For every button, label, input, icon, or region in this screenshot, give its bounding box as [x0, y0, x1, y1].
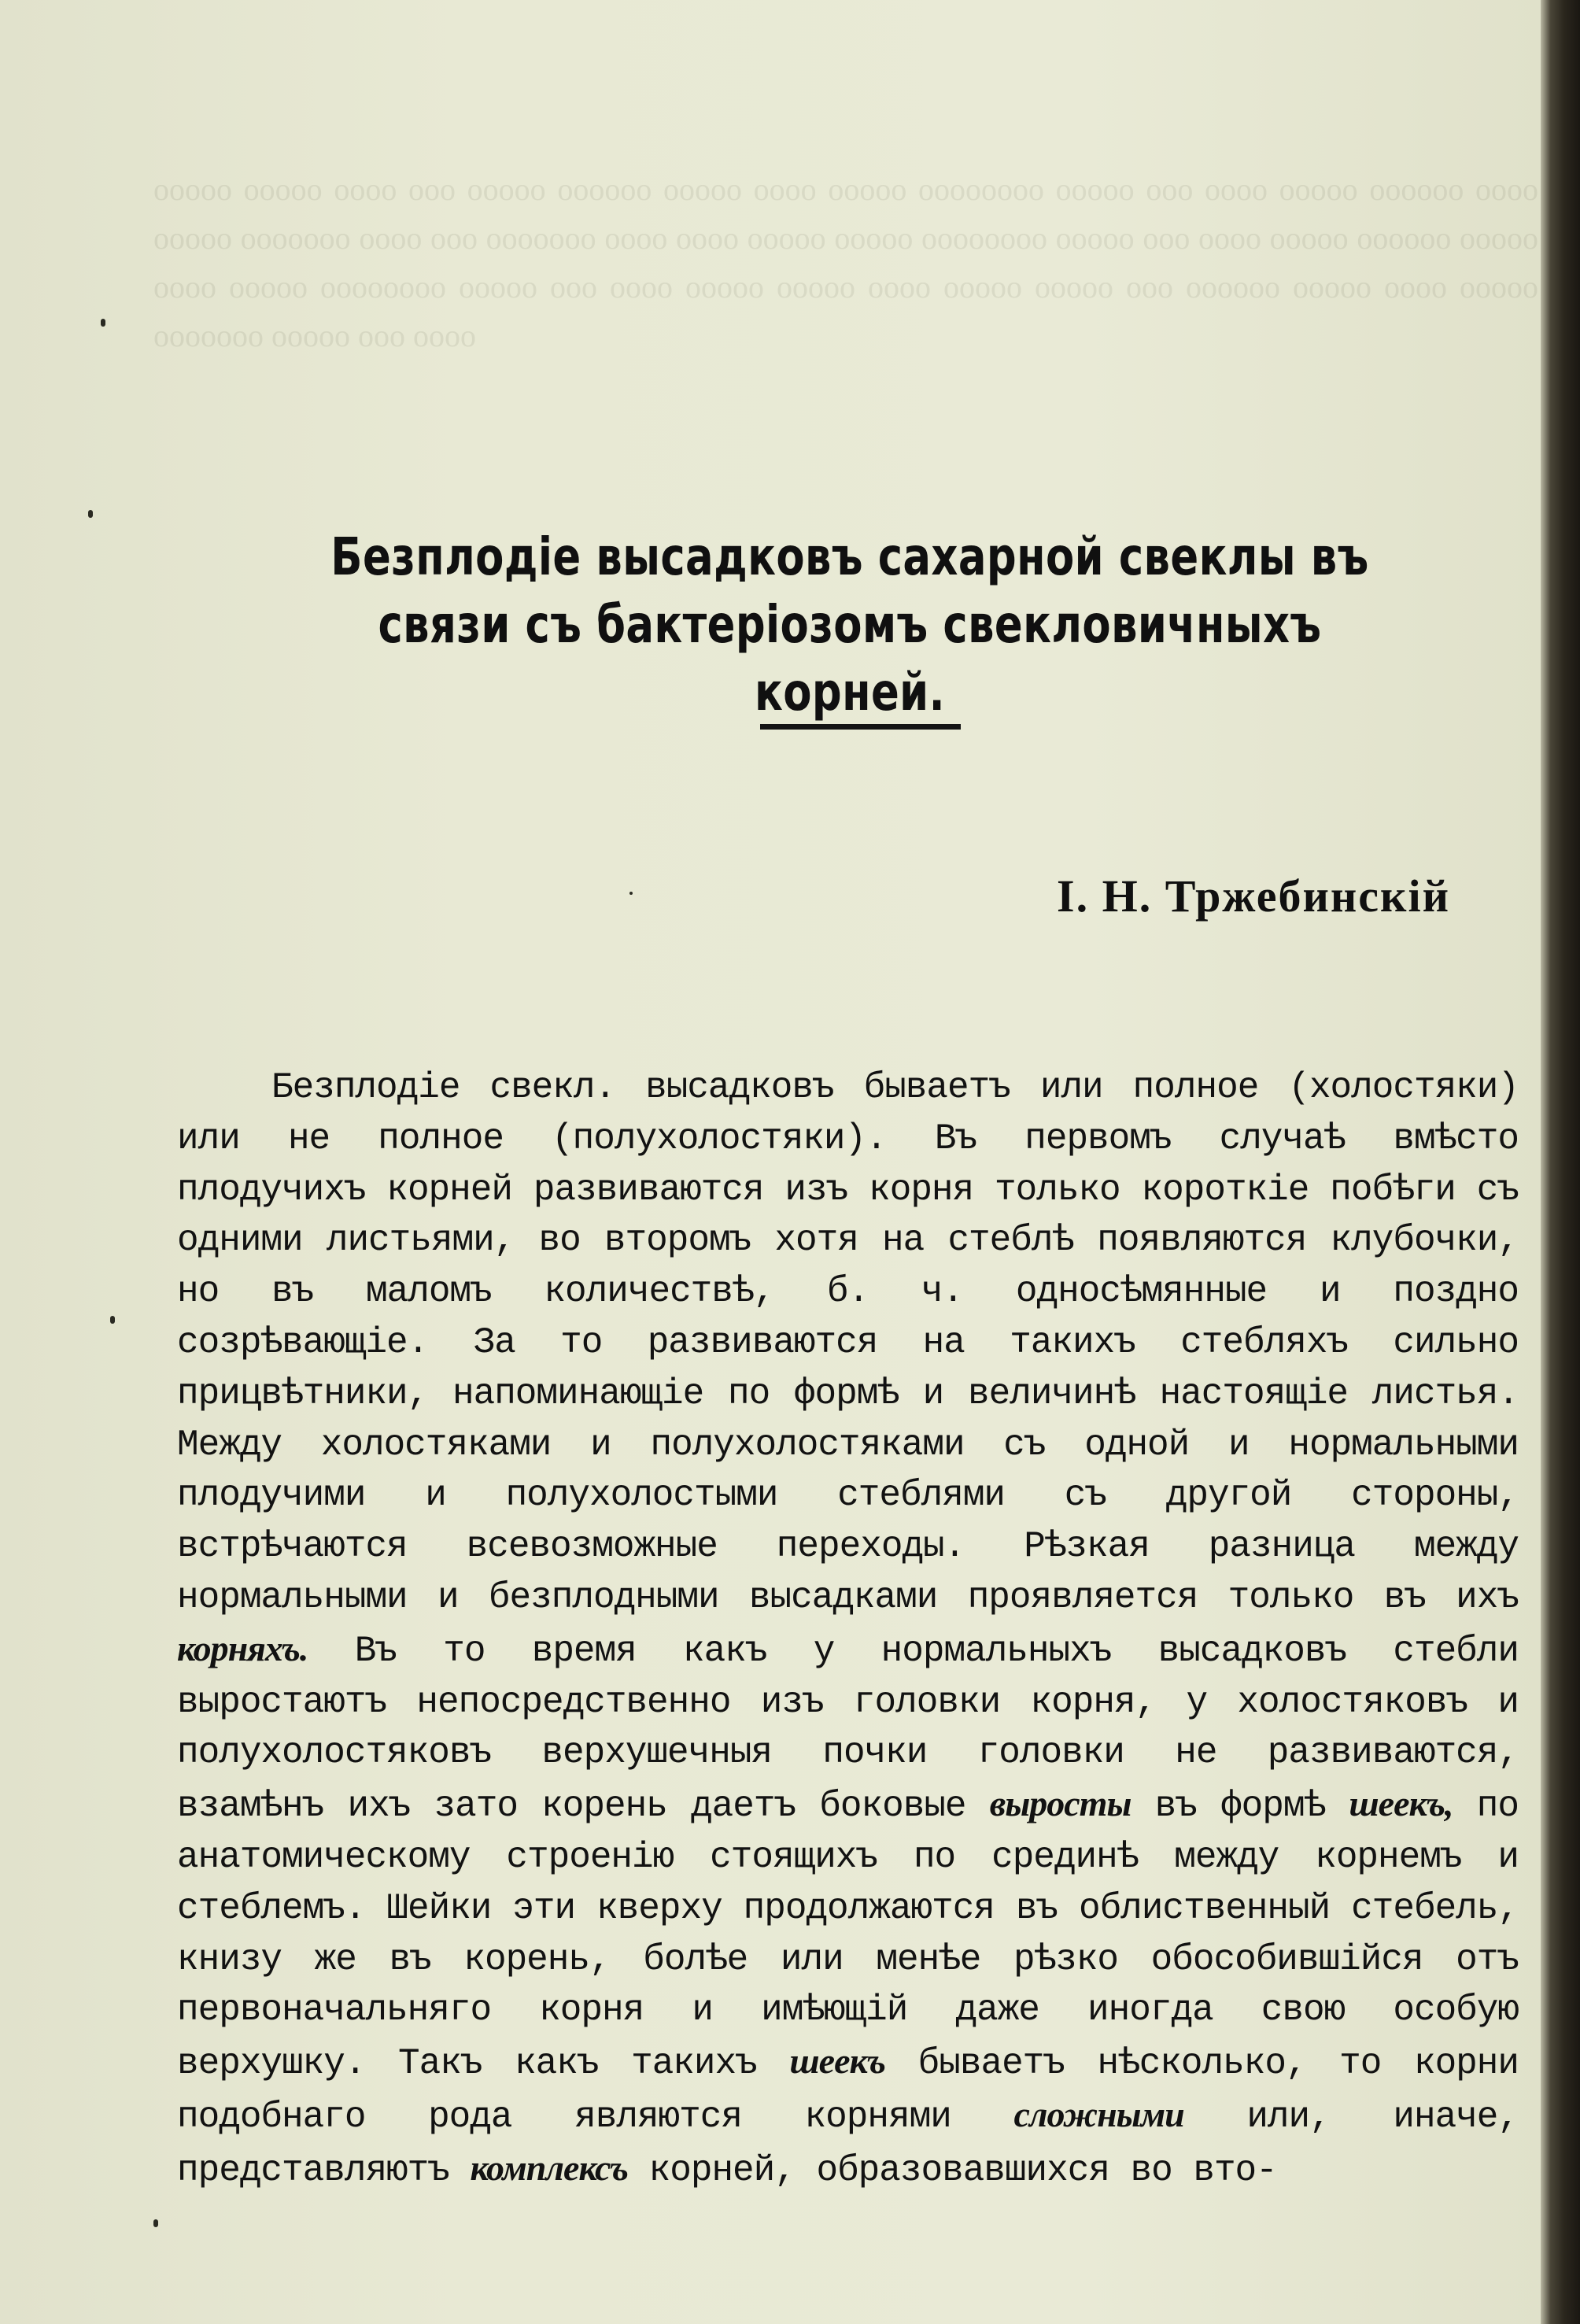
italic-term-sheek-2: шеекъ [789, 2041, 886, 2082]
title-underline-rule [760, 724, 961, 730]
italic-term-slozhnymi: сложными [1013, 2093, 1184, 2134]
paper-speck [629, 892, 633, 895]
italic-term-kompleks: комплексъ [470, 2147, 629, 2188]
body-text-segment-4: по анатомическому строенію стоящихъ по срединѣ между корнемъ и стеблемъ. Шейки эти кверху продолжаются въ облиственный стебель, книзу же въ корень, болѣе или менѣе рѣзко обособившійся отъ первоначальняго корня и имѣющій даже иногда свою особую верхушку. Такъ какъ такихъ [177, 1786, 1519, 2085]
italic-term-sheek-1: шеекъ, [1349, 1783, 1453, 1824]
paper-speck [101, 319, 105, 327]
body-text-segment-6: или, иначе, представляютъ [177, 2096, 1519, 2191]
body-paragraph [177, 1062, 1519, 2197]
body-text-segment-7: корней, образовавшихся во вто- [648, 2149, 1277, 2191]
body-text-segment-1: Безплодіе свекл. высадковъ бываетъ или полное (холостяки) или не полное (полухолостяки). Въ первомъ случаѣ вмѣсто плодучихъ корней развиваются изъ корня только короткіе побѣги съ одними листьями, во второмъ хотя на стеблѣ появляются клубочки, но въ маломъ количествѣ, б. ч. односѣмянные и поздно созрѣвающіе. За то развиваются на такихъ стебляхъ сильно прицвѣтники, напоминающіе по формѣ и величинѣ настоящіе листья. Между холостяками и полухолостяками съ одной и нормальными плодучими и полухолостыми стеблями съ другой стороны, встрѣчаются всевозможные переходы. Рѣзкая разница между нормальными и безплодными высадками проявляется только въ ихъ [177, 1067, 1519, 1618]
paper-speck [88, 510, 93, 518]
body-text-segment-3: въ формѣ [1154, 1786, 1326, 1827]
paper-speck [110, 1316, 115, 1324]
italic-term-vyrosty: выросты [989, 1783, 1131, 1824]
italic-term-korniakh: корняхъ. [177, 1628, 308, 1668]
author-name: I. Н. Тржебинскій [1057, 870, 1450, 922]
article-title: Безплодіе высадковъ сахарной свеклы въ связи съ бактеріозомъ свекловичныхъ корней. [330, 527, 1369, 722]
paper-speck [153, 2219, 158, 2227]
book-spine-shadow [1541, 0, 1580, 2324]
body-text-segment-5: бываетъ нѣсколько, то корни подобнаго рода являются корнями [177, 2043, 1519, 2137]
body-text-segment-2: Въ то время какъ у нормальныхъ высадковъ стебли выростаютъ непосредственно изъ головки корня, у холостяковъ и полухолостяковъ верхушечныя почки головки не развиваются, взамѣнъ ихъ зато корень даетъ боковые [177, 1630, 1519, 1827]
